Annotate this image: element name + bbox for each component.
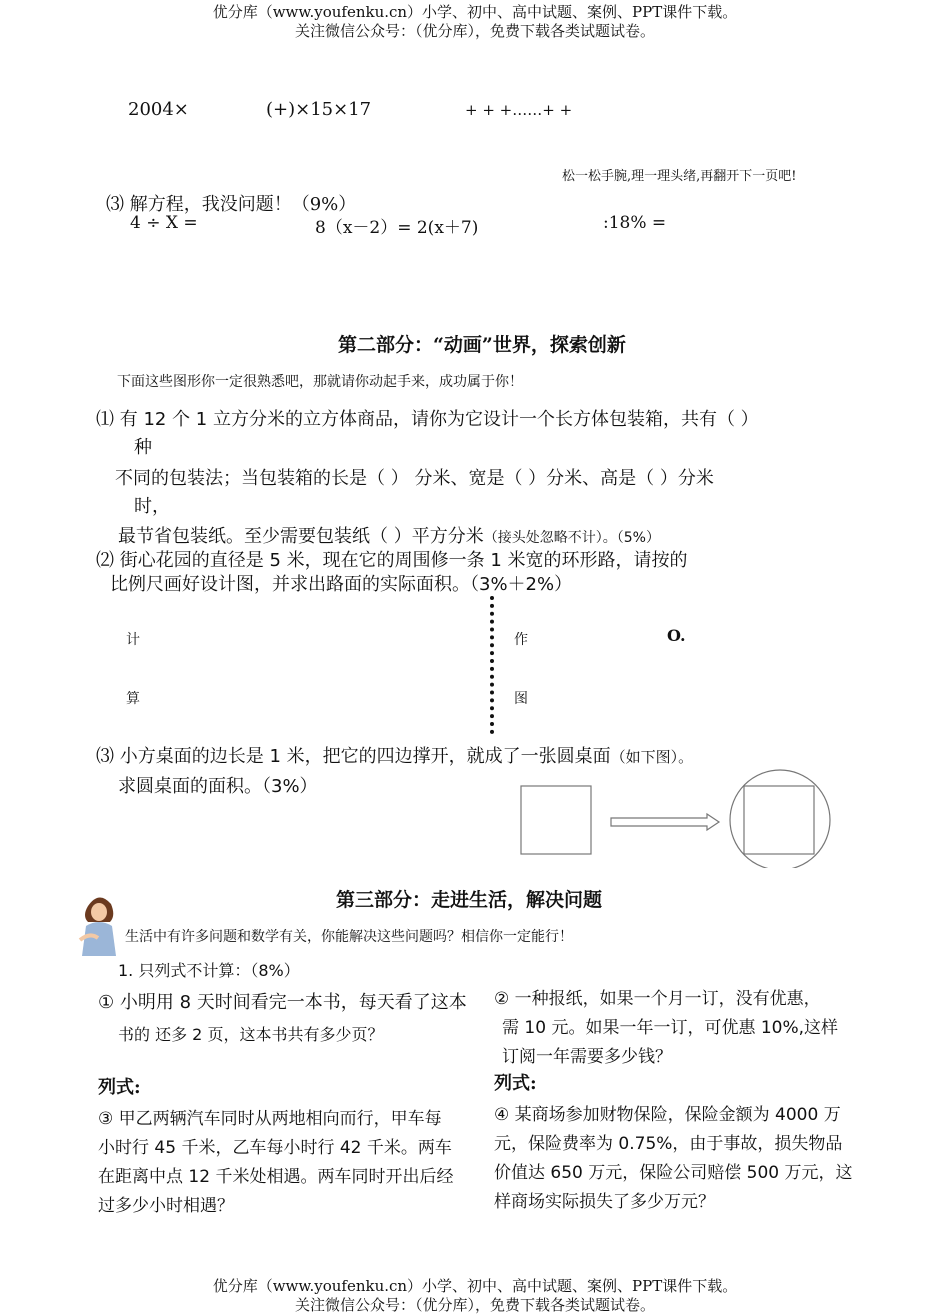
inner-square bbox=[744, 786, 814, 854]
q1-line-2: 不同的包装法；当包装箱的长是（ ） 分米、宽是（ ）分米、高是（ ）分米 bbox=[115, 468, 714, 489]
problem-2-line-2: 需 10 元。如果一年一订，可优惠 10%,这样 bbox=[502, 1018, 839, 1038]
part2-intro: 下面这些图形你一定很熟悉吧，那就请你动起手来，成功属于你！ bbox=[117, 374, 523, 390]
q2-line-1: ⑵ 街心花园的直径是 5 米，现在它的周围修一条 1 米宽的环形路，请按的 bbox=[96, 550, 688, 571]
round-table-circle bbox=[730, 770, 830, 868]
relax-note: 松一松手腕,理一理头绪,再翻开下一页吧! bbox=[562, 169, 797, 184]
q1-line-1: ⑴ 有 12 个 1 立方分米的立方体商品，请你为它设计一个长方体包装箱，共有（ ） bbox=[96, 409, 759, 430]
problem-2-line-1: ② 一种报纸，如果一个月一订，没有优惠， bbox=[494, 989, 821, 1009]
problem-3-line-4: 过多少小时相遇？ bbox=[98, 1196, 234, 1216]
part3-sub-1: 1. 只列式不计算：（8%） bbox=[118, 961, 300, 980]
q3-line-2: 求圆桌面的面积。（3%） bbox=[118, 776, 318, 797]
q1-line-3-main: 最节省包装纸。至少需要包装纸（ ）平方分米 bbox=[118, 526, 484, 547]
lieshi-label-2: 列式: bbox=[494, 1073, 537, 1094]
q1-line-1b: 种 bbox=[134, 437, 152, 458]
footer-line-1: 优分库（www.youfenku.cn）小学、初中、高中试题、案例、PPT课件下载。 bbox=[212, 1277, 738, 1295]
q1-line-2b: 时， bbox=[134, 496, 170, 517]
q3-line-1-main: ⑶ 小方桌面的边长是 1 米，把它的四边撑开，就成了一张圆桌面 bbox=[96, 746, 611, 767]
small-square bbox=[521, 786, 591, 854]
part2-title: 第二部分：“动画”世界，探索创新 bbox=[338, 334, 626, 356]
footer-line-2: 关注微信公众号：（优分库），免费下载各类试题试卷。 bbox=[294, 1296, 655, 1314]
center-point-label: O. bbox=[667, 626, 686, 645]
draw-label-2: 图 bbox=[514, 691, 528, 707]
calc-label-1: 计 bbox=[126, 632, 140, 648]
right-arrow-icon bbox=[611, 814, 719, 830]
calc-item-1: 2004× bbox=[128, 99, 189, 120]
teacher-illustration bbox=[76, 892, 122, 956]
q2-line-2-text: 比例尺画好设计图，并求出路面的实际面积。（3%＋2%） bbox=[110, 574, 573, 595]
equation-1: 4 ÷ X = bbox=[130, 213, 198, 233]
q1-line-3 bbox=[118, 522, 660, 548]
divider-dotted-line bbox=[490, 596, 498, 734]
q2-line-2 bbox=[110, 570, 572, 596]
problem-1-line-2: 书的 还多 2 页，这本书共有多少页？ bbox=[118, 1025, 384, 1044]
q3-line-1 bbox=[96, 742, 693, 768]
calc-item-2: (+)×15×17 bbox=[266, 99, 372, 120]
problem-4-line-3: 价值达 650 万元，保险公司赔偿 500 万元，这 bbox=[494, 1163, 853, 1183]
part3-title: 第三部分：走进生活，解决问题 bbox=[336, 889, 603, 911]
problem-2-line-3: 订阅一年需要多少钱？ bbox=[502, 1047, 672, 1067]
calc-item-3: + + +……+ + bbox=[465, 101, 573, 119]
problem-1-line-1: ① 小明用 8 天时间看完一本书，每天看了这本 bbox=[98, 992, 467, 1013]
draw-label-1: 作 bbox=[514, 632, 528, 648]
q3-line-1-note: （如下图）。 bbox=[610, 748, 694, 766]
calc-label-2: 算 bbox=[126, 691, 140, 707]
lieshi-label-1: 列式: bbox=[98, 1077, 141, 1098]
q1-line-3-note: （接头处忽略不计）。（5%） bbox=[483, 530, 660, 546]
part3-intro: 生活中有许多问题和数学有关，你能解决这些问题吗？相信你一定能行！ bbox=[125, 929, 573, 945]
problem-4-line-1: ④ 某商场参加财物保险，保险金额为 4000 万 bbox=[494, 1105, 841, 1125]
problem-3-line-3: 在距离中点 12 千米处相遇。两车同时开出后经 bbox=[98, 1167, 454, 1187]
square-to-circle-figure bbox=[515, 768, 845, 868]
equation-2: 8（x－2）= 2(x＋7) bbox=[315, 218, 479, 238]
problem-4-line-4: 样商场实际损失了多少万元？ bbox=[494, 1192, 715, 1212]
equation-3: :18% = bbox=[603, 213, 667, 233]
problem-3-line-1: ③ 甲乙两辆汽车同时从两地相向而行，甲车每 bbox=[98, 1109, 442, 1129]
header-line-1: 优分库（www.youfenku.cn）小学、初中、高中试题、案例、PPT课件下载。 bbox=[212, 3, 738, 21]
header-line-2: 关注微信公众号：（优分库），免费下载各类试题试卷。 bbox=[294, 22, 655, 40]
equation-section-title: ⑶ 解方程，我没问题！（9%） bbox=[106, 194, 357, 215]
problem-3-line-2: 小时行 45 千米，乙车每小时行 42 千米。两车 bbox=[98, 1138, 452, 1158]
problem-4-line-2: 元，保险费率为 0.75%，由于事故，损失物品 bbox=[494, 1134, 843, 1154]
